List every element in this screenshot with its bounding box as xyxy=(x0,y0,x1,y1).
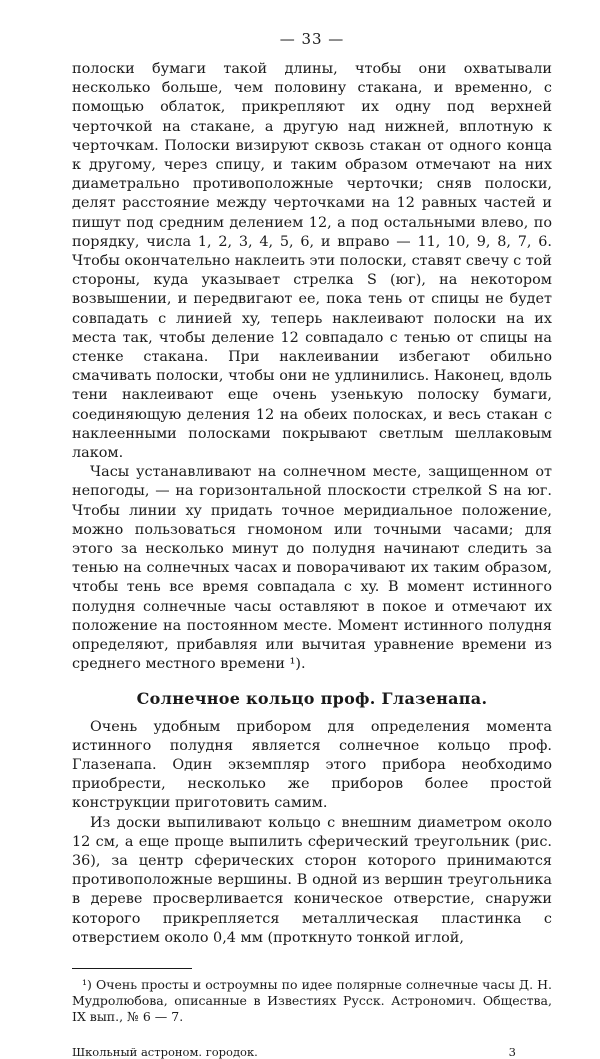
paragraph-clock-setup: Часы устанавливают на солнечном месте, защищенном от непогоды, — на горизонтальной плоскости стрелкой S на юг. Чтобы линии xy придать точное меридиальное положение, можно пользоваться гномоном или точными часами; для этого за несколько минут до полудня начинают следить за тенью на солнечных часах и поворачивают их таким образом, чтобы тень все время совпадала с xy. В момент истинного полудня солнечные часы оставляют в покое и отмечают их положение на постоянном месте. Момент истинного полудня определяют, прибавляя или вычитая уравнение времени из среднего местного времени ¹). xyxy=(72,464,552,673)
section-title: Солнечное кольцо проф. Глазенапа. xyxy=(136,688,488,708)
paragraph-ring-construction: Из доски выпиливают кольцо с внешним диаметром около 12 см, а еще проще выпилить сферический треугольник (рис. 36), за центр сферических сторон которого принимаются противоположные вершины. В одной из вершин треугольника в дереве просверливается коническое отверстие, снаружи которого прикрепляется металлическая пластинка с отверстием около 0,4 мм (проткнуто тонкой иглой, xyxy=(72,814,552,946)
page-footer xyxy=(72,1045,552,1059)
footer-signature-mark: 3 xyxy=(508,1044,516,1059)
footnote-separator xyxy=(72,968,192,969)
paragraph-continued: полоски бумаги такой длины, чтобы они охватывали несколько больше, чем половину стакана, и временно, с помощью облаток, прикрепляют их одну под верхней черточкой на стакане, а другую над нижней, вплотную к черточкам. Полоски визируют сквозь стакан от одного конца к другому, через спицу, и таким образом отмечают на них диаметрально противоположные черточки; сняв полоски, делят расстояние между черточками на 12 равных частей и пишут под средним делением 12, а под остальными влево, по порядку, числа 1, 2, 3, 4, 5, 6, и вправо — 11, 10, 9, 8, 7, 6. Чтобы окончательно наклеить эти полоски, ставят свечу с той стороны, куда указывает стрелка S (юг), на некотором возвышении, и передвигают ее, пока тень от спицы не будет совпадать с линией xy, теперь наклеивают полоски на их места так, чтобы деление 12 совпадало с тенью от спицы на стенке стакана. При наклеивании избегают обильно смачивать полоски, чтобы они не удлинились. Наконец, вдоль тени наклеивают еще очень узенькую полоску бумаги, соединяющую деления 12 на обеих полосках, и весь стакан с наклеенными полосками покрывают светлым шеллаковым лаком. xyxy=(72,61,552,462)
paragraph-ring-intro: Очень удобным прибором для определения момента истинного полудня является солнечное кольцо проф. Глазенапа. Один экземпляр этого прибора необходимо приобрести, несколько же приборов более простой конструкции приготовить самим. xyxy=(72,718,552,812)
page-number: — 33 — xyxy=(279,30,345,48)
footer-book-title: Школьный астроном. городок. xyxy=(72,1044,258,1059)
document-page xyxy=(72,30,552,1059)
footnote: ¹) Очень просты и остроумны по идее полярные солнечные часы Д. Н. Мудролюбова, описанные в Известиях Русск. Астрономич. Общества, IX вып., № 6 — 7. xyxy=(72,976,552,1024)
